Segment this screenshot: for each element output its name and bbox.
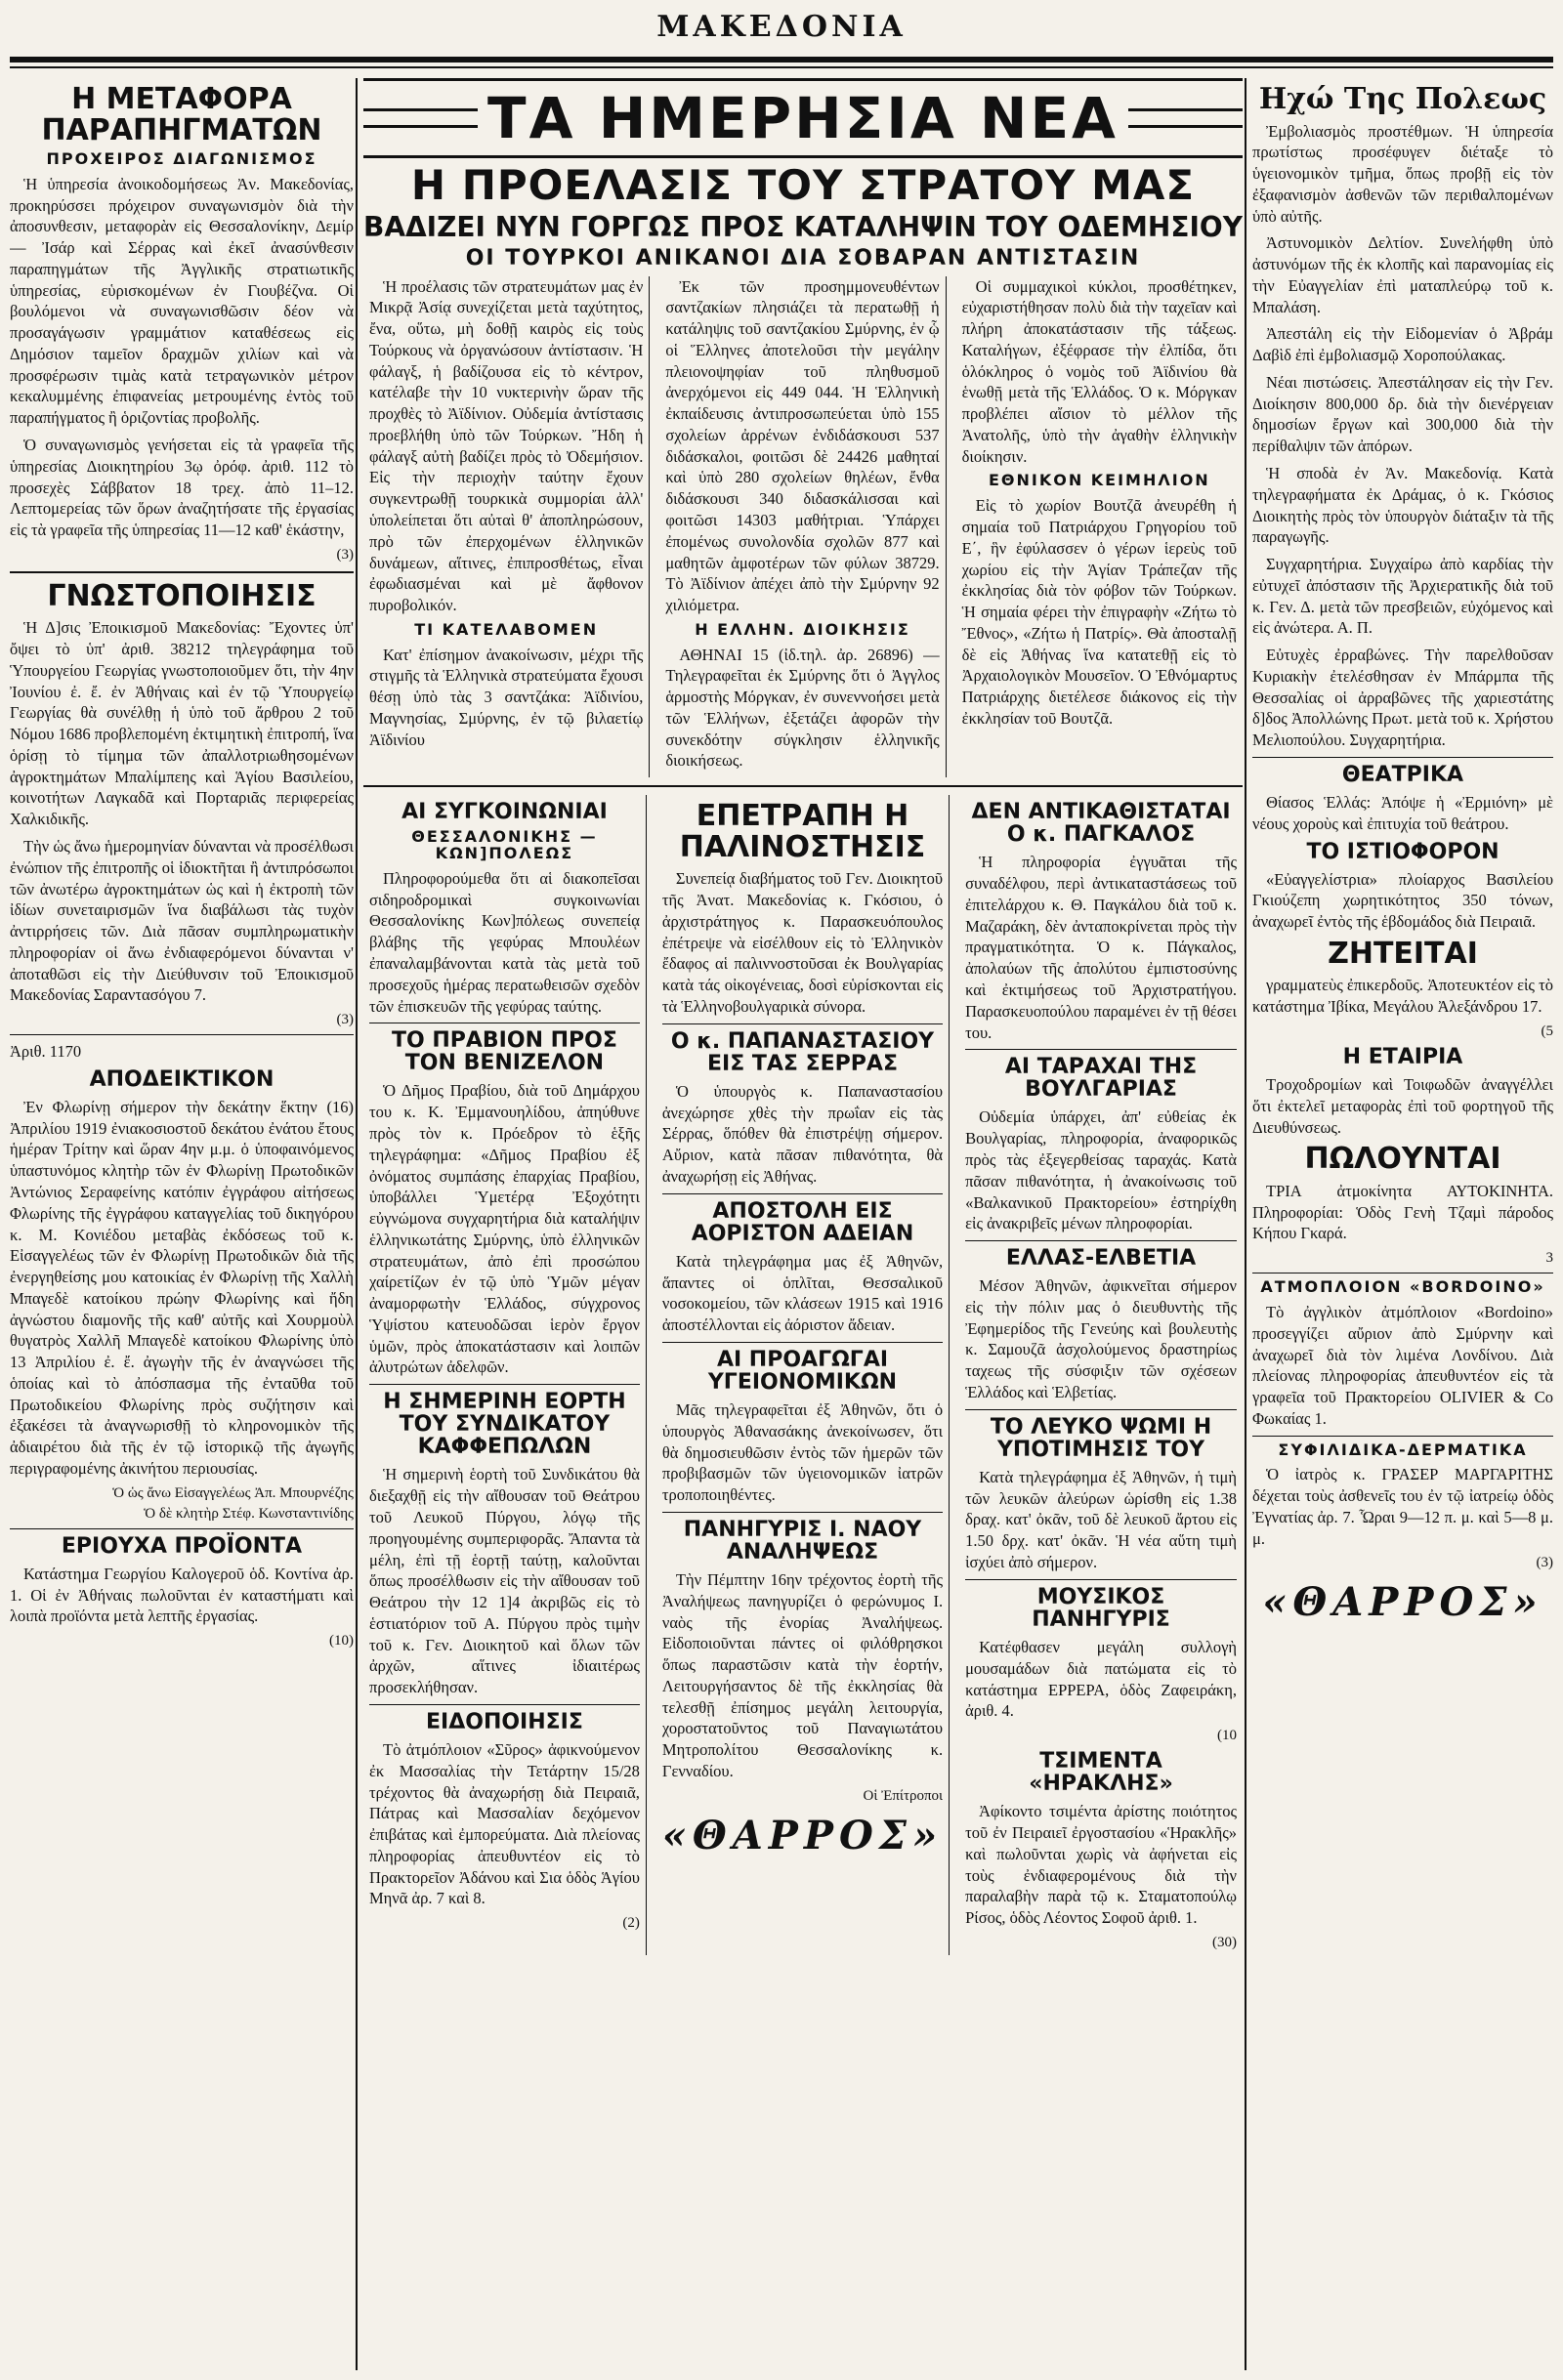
- news-column-3: [959, 795, 1243, 1955]
- article-headline: ΤΟ ΙΣΤΙΟΦΟΡΟΝ: [1306, 839, 1500, 864]
- section-divider: [369, 1704, 640, 1705]
- article-body: Μᾶς τηλεγραφεῖται ἐξ Ἀθηνῶν, ὅτι ὁ ὑπουργὸς Ἀθανασάκης ἀνεκοίνωσεν, ὅτι θὰ δημοσιευθῶσιν ἐντὸς τῶν ἡμερῶν τῶν προβιβασμῶν τῶν ὑγειονομικῶν ἰατρῶν τροποποιηθέντες.: [661, 1400, 944, 1505]
- article-signature: 3: [1545, 1250, 1553, 1267]
- article-signature: (3): [1536, 1555, 1553, 1571]
- article-signature: (2): [622, 1915, 640, 1932]
- article-body: Ὁ ἰατρὸς κ. ΓΡΑΣΕΡ ΜΑΡΓΑΡΙΤΗΣ δέχεται τοὺς ἀσθενεῖς του ἐν τῷ ἰατρείῳ ὁδὸς Ἐγνατίας ἀρ. 7. Ὧραι 9—12 π. μ. καὶ 5—8 μ. μ.: [1252, 1465, 1553, 1548]
- article-body: Κατέφθασεν μεγάλη συλλογὴ μουσαμάδων διὰ πατώματα εἰς τὸ κατάστημα ΕΡΡΕΡΑ, ὁδὸς Ζαφειράκη, ἀριθ. 4.: [965, 1637, 1237, 1721]
- article-body: Ἡ πληροφορία ἐγγυᾶται τῆς συναδέλφου, περὶ ἀντικαταστάσεως τοῦ ἐπιτελάρχου κ. Θ. Παγκάλου διὰ τοῦ κ. Μαζαράκη, δὲν ἀνταποκρίνεται πρὸς τὴν πραγματικότητα. Ὁ κ. Πάγκαλος, ἀπολαύων τῆς ἀπολύτου ἐμπιστοσύνης καὶ ἐκτιμήσεως τοῦ Ἀρχιστρατήγου. Παρασκευοπούλου παραμένει ἐν τῇ θέσει του.: [965, 853, 1237, 1042]
- section-divider: [10, 571, 354, 573]
- article-body: Κατὰ τηλεγράφημα ἐξ Ἀθηνῶν, ἡ τιμὴ τῶν λευκῶν ἀλεύρων ὡρίσθη εἰς 1.38 δραχ. κατ' ὀκᾶν, τοῦ δὲ λευκοῦ ἄρτου εἰς 1.50 δρχ. κατ' ὀκᾶν. Ἡ νέα αὕτη τιμὴ ἰσχύει ἀπὸ σήμερον.: [965, 1467, 1237, 1572]
- article-body: γραμματεὺς ἐπικερδοῦς. Ἀποτευκτέον εἰς τὸ κατάστημα Ἰβίκα, Μεγάλου Ἀλεξάνδρου 17.: [1252, 976, 1553, 1017]
- article-signature: (5: [1541, 1023, 1553, 1039]
- article-headline: Η ΜΕΤΑΦΟΡΑ ΠΑΡΑΠΗΓΜΑΤΩΝ: [41, 82, 322, 147]
- article-signature: (10: [1217, 1728, 1237, 1744]
- section-divider: [662, 1193, 943, 1194]
- section-divider: [10, 1034, 354, 1035]
- banner-rule: [363, 108, 478, 128]
- section-divider: [662, 1023, 943, 1024]
- article-body: ΑΘΗΝΑΙ 15 (ἰδ.τηλ. ἀρ. 26896) — Τηλεγραφεῖται ἐκ Σμύρνης ὅτι ὁ Ἀγγλος ἁρμοστὴς Μόργκαν, ἐν συνεννοήσει μετὰ τῶν Ἑλλήνων, ἐξετάζει ἀφορῶν τὴν συνεκδότην σύγκλησιν ἑλληνικῆς διοικήσεως.: [665, 645, 940, 771]
- article-body: Ἐν Φλωρίνῃ σήμερον τὴν δεκάτην ἕκτην (16) Ἀπριλίου 1919 ἐνιακοσιοστοῦ δεκάτου ἐνάτου ἔτους ἡμέραν Τρίτην καὶ ὥραν 4ην μ.μ. ὁ ὑποφαινόμενος ὑπαστυνόμος κλητὴρ τῶν ἐν Φλωρίνῃ Πρωτοδικῶν Ἀντώνιος Σεραφείνης κατόπιν ἐγγράφου αἰτήσεως Φλωρίνης τῆς ἐγγράφου καταγγελίας τοῦ δικηγόρου κ. Μ. Κονιέδου μεταβὰς ἐκδόσεως τοῦ κ. Εἰσαγγελέως τῶν ἐν Φλωρίνῃ Πρωτοδικῶν διὰ τῆς ἐνεργηθείσης μου κατοικίας ἐν Φλωρίνῃ τῆς Χαλλὴ Μπαγεδὲ κατοίκου πρώην Φλωρίνης καὶ ἤδη ἀγνώστου διαμονῆς τῆς καθ' αὐτῆς καὶ Χουρμοὺλ θυγατρὸς Χαλλῆ Μπαγεδὲ κατοίκου Φλωρίνης ὑπὸ 13 Ἀπριλίου ἐ. ἔ. ἀγωγὴν τῆς ἐν ἀναγνώσει τῆς ὁποίας καὶ τὸ ἀπόσπασμα τῆς ἐνταῦθα τοῦ Πρωτοδικείου Φλωρίνης πρὸς συζήτησιν καὶ ἐξακέσει τὰ ἀναγνωρισθῇ τὸ κληρονομικὸν τῆς ἀδιαιρέτου διὰ τῆς ἐν τῷ ἱστορικῷ τῆς ἀγωγῆς περιγραφομένης ἀκινήτου περιουσίας.: [10, 1097, 354, 1478]
- banner-title: ΤΑ ΗΜΕΡΗΣΙΑ ΝΕΑ: [487, 85, 1119, 151]
- article-body: Εὐτυχὲς ἐρραβώνες. Τὴν παρελθοῦσαν Κυριακὴν ἐτελέσθησαν ἐν Μπάρμπα τῆς Θεσσαλίας οἱ ἀρραβῶνες τῆς χαριεστάτης δ]δος Ἀπολλώνης Πρωτ. μετὰ τοῦ κ. Χρήστου Μελιοπούλου. Συγχαρητήρια.: [1252, 646, 1553, 750]
- article-headline: ΕΠΕΤΡΑΠΗ Η ΠΑΛΙΝΟΣΤΗΣΙΣ: [679, 799, 926, 864]
- article-body: Ἡ προέλασις τῶν στρατευμάτων μας ἐν Μικρᾷ Ἀσίᾳ συνεχίζεται μετὰ ταχύτητος, ἔνα, οὕτω, μὴ δοθῇ καιρὸς εἰς τοὺς Τούρκους νὰ ὀργανώσουν ἀντίστασιν. Ἡ φάλαγξ, ἡ βαδίζουσα εἰς τὸ κέντρον, κατέλαβε τὴν 10 νυκτερινὴν ὥραν τῆς προχθὲς τὸ Ἀϊδίνιον. Οὐδεμία ἀντίστασις προεβλήθη ὑπὸ τῶν Τούρκων. Ἤδη ἡ φάλαγξ αὐτὴ βαδίζει πρὸς τὸ Ὀδεμήσιον. Εἰς τὴν περιοχὴν ταύτην ἔχουν συγκεντρωθῇ τουρκικὰ συμμορίαι ἀλλ' ὑπολείπεται ὅτι αὐταὶ θ' ἀποπληρώσουν, πρὸ τῶν ἐπερχομένων ἑλληνικῶν δυνάμεων, αἵτινες, ἐπιπροσθέτως, εἶναι ἐφωδιασμέναι καὶ μὲ ἄφθονον πυροβολικόν.: [369, 276, 644, 615]
- section-divider: [1252, 1436, 1553, 1437]
- article-body: Ἀφίκοντο τσιμέντα ἀρίστης ποιότητος τοῦ ἐν Πειραιεῖ ἐργοστασίου «Ἡρακλῆς» καὶ πωλοῦνται χωρὶς νὰ ἀφήνεται εἰς τοὺς ἐνδιαφερομένους διὰ τὴν παραλαβὴν παρὰ τῷ κ. Σταματοπούλῳ Ρίσος, ὁδὸς Λέοντος Σοφοῦ ἀριθ. 1.: [965, 1802, 1237, 1928]
- article-signature: (10): [329, 1633, 354, 1649]
- article-body: Θίασος Ἑλλάς: Ἀπόψε ἡ «Ἐρμιόνη» μὲ νέους χοροὺς καὶ ἐπιτυχία τοῦ θεάτρου.: [1252, 793, 1553, 833]
- article-headline: ΤΟ ΛΕΥΚΟ ΨΩΜΙ Η ΥΠΟΤΙΜΗΣΙΣ ΤΟΥ: [990, 1414, 1212, 1462]
- lead-headline: Η ΠΡΟΕΛΑΣΙΣ ΤΟΥ ΣΤΡΑΤΟΥ ΜΑΣ: [410, 161, 1196, 209]
- article-body: Ἡ Δ]σις Ἐποικισμοῦ Μακεδονίας: Ἔχοντες ὑπ' ὄψει τὸ ὑπ' ἀριθ. 38212 τηλεγράφημα τοῦ Ὑπουργείου Γεωργίας γνωστοποιοῦμεν ὅτι, τὴν 4ην Ἰουνίου ἐ. ἔ. ἐν Ἀθήναις καὶ ἐν τῷ Ὑπουργείῳ Γεωργίας θὰ συνέλθῃ ἡ ὑπὸ τοῦ ἄρθρου 2 τοῦ Νόμου 1686 προβλεπομένη ἐκτιμητικὴ ἐπιτροπή, ἵνα ὁρίσῃ τὸ τίμημα τῶν ἀπαλλοτριωθησομένων ἀγροκτημάτων Μπαλίμπεης καὶ Ἁγίου Βασιλείου, κοινοτήτων Λαγκαδᾶ καὶ Πορταριᾶς περιφερείας Χαλκιδικῆς.: [10, 618, 354, 829]
- article-headline: Ο κ. ΠΑΠΑΝΑΣΤΑΣΙΟΥ ΕΙΣ ΤΑΣ ΣΕΡΡΑΣ: [670, 1028, 935, 1076]
- article-headline: ΓΝΩΣΤΟΠΟΙΗΣΙΣ: [47, 578, 317, 613]
- article-signature: Οἱ Ἐπίτροποι: [863, 1787, 944, 1804]
- section-divider: [1252, 757, 1553, 758]
- lead-subhead-2: ΟΙ ΤΟΥΡΚΟΙ ΑΝΙΚΑΝΟΙ ΔΙΑ ΣΟΒΑΡΑΝ ΑΝΤΙΣΤΑΣΙΝ: [465, 246, 1141, 271]
- article-headline: ΕΡΙΟΥΧΑ ΠΡΟΪΟΝΤΑ: [61, 1533, 303, 1559]
- news-columns: [363, 795, 1243, 1955]
- article-signature: Ὁ ὡς ἄνω Εἰσαγγελέως Ἀπ. Μπουρνέζης: [112, 1484, 354, 1501]
- article-body: Ἐκ τῶν προσημμονευθέντων σαντζακίων πλησιάζει τὰ περατωθῇ ἡ κατάληψις τοῦ σαντζακίου Σμύρνης, ἐν ᾧ οἱ Ἕλληνες ἀποτελοῦσι τὴν μεγάλην πλειονοψηφίαν τοῦ πληθυσμοῦ ἀνερχόμενοι εἰς 449 044. Ἡ Ἑλληνικὴ ἐκπαίδευσις ἀντιπροσωπεύεται ὑπὸ 155 σχολείων ἀρρένων ἐνδιδάσκουσι 537 διδάσκαλοι, φοιτῶσι δὲ 24426 μαθηταί καὶ ὑπὸ 280 σχολείων θηλέων, ἔνθα διδάσκουσι 340 διδασκάλισσαι καὶ φοιτῶσι 14303 μαθήτριαι. Ὑπάρχει ἐπομένως συνολονδία σχολῶν 877 καὶ μαθητῶν ἀμφοτέρων τῶν φύλων 38729. Τὸ Ἀϊδίνιον ἀπέχει ἀπὸ τὴν Σμύρνην 92 χιλιόμετρα.: [665, 276, 940, 615]
- masthead-title: ΜΑΚΕΔΟΝΙΑ: [656, 10, 907, 44]
- article-body: Ὁ Δῆμος Πραβίου, διὰ τοῦ Δημάρχου του κ. Κ. Ἐμμανουηλίδου, ἀπηύθυνε πρὸς τὸν κ. Πρόεδρον τὸ ἑξῆς τηλεγράφημα: «Δῆμος Πραβίου ἐξ ὀνόματος συμπάσης ἐπαρχίας Πραβίου, ὑποβάλλει Ὑμετέρᾳ Ἐξοχότητι εὐγνώμονα συγχαρητήρια διὰ καταλήψιν ἑλληνικωτάτης Σμύρνης, ὑπὸ ἐλληνικῶν στρατευμάτων, ἀπὸ ἐπὶ προσώπου χαίρετίζων ἐν τῷ ὑπὸ Ὑμῶν μέγαν ἀναμορφωτὴν Ἑλλάδος, σύγχρονος Ὑψίστου κατευοδῶσαι ἱερὸν ἔργον ὑμῶν, πρὸς ἀποκατάστασιν καὶ λοιπῶν ἀλυτρώτων ἀδελφῶν.: [369, 1081, 640, 1377]
- news-column-2: [656, 795, 950, 1955]
- article-headline: ΑΤΜΟΠΛΟΙΟΝ «BORDOINO»: [1260, 1277, 1545, 1297]
- section-divider: [662, 1342, 943, 1343]
- article-body: Συνεπείᾳ διαβήματος τοῦ Γεν. Διοικητοῦ τῆς Ἀνατ. Μακεδονίας κ. Γκόσιου, ὁ ἀρχιστράτηγος κ. Παρασκευόπουλος ἐπέτρεψε νὰ εἰσέλθουν εἰς τὸ Ἑλληνικὸν ἔδαφος αἱ παλιννοστοῦσαι ἐκ Βουλγαρίας κατὰ τάς οἰκογένειας, δοσὶ εὑρίσκονται εἰς τὰ Ἑλληνοβουλγαρικὰ σύνορα.: [661, 869, 944, 1016]
- article-headline: ΑΙ ΤΑΡΑΧΑΙ ΤΗΣ ΒΟΥΛΓΑΡΙΑΣ: [1004, 1055, 1198, 1103]
- article-headline: ΔΕΝ ΑΝΤΙΚΑΘΙΣΤΑΤΑΙ Ο κ. ΠΑΓΚΑΛΟΣ: [971, 800, 1231, 848]
- section-divider: [965, 1579, 1237, 1580]
- article-body: Κατὰ τηλεγράφημα μας ἐξ Ἀθηνῶν, ἅπαντες οἱ ὁπλῖται, Θεσσαλικοῦ νοσοκομείου, τῶν κλάσεων 1915 καὶ 1916 ἀποστέλλονται εἰς ἀόριστον ἄδειαν.: [661, 1251, 944, 1335]
- column-divider: [1245, 78, 1246, 2370]
- section-divider: [965, 1240, 1237, 1241]
- masthead: [0, 0, 1563, 88]
- article-body: Συγχαρητήρια. Συγχαίρω ἀπὸ καρδίας τὴν εὐτυχεῖ ἀπόστασιν τῆς Ἀρχιερατικῆς διὰ τοῦ κ. Γεν. Δ. μετὰ τῶν πρεσβειῶν, εὐχόμενος καὶ εἰς ἀνώτερα. Α. Π.: [1252, 555, 1553, 638]
- article-headline: ΕΙΔΟΠΟΙΗΣΙΣ: [426, 1709, 583, 1734]
- article-subhead: ΘΕΣΣΑΛΟΝΙΚΗΣ — ΚΩΝ]ΠΟΛΕΩΣ: [411, 827, 598, 863]
- article-headline: Η ΣΗΜΕΡΙΝΗ ΕΟΡΤΗ ΤΟΥ ΣΥΝΔΙΚΑΤΟΥ ΚΑΦΦΕΠΩΛΩΝ: [383, 1390, 626, 1460]
- section-divider: [662, 1512, 943, 1513]
- article-body: Ἀστυνομικὸν Δελτίον. Συνελήφθη ὑπὸ ἀστυνόμων τῆς ἐκ κλοπῆς καὶ παρανομίας εἰς τὴν Εὐαγγελίαν ἐπὶ ματαπλεύρῳ τοῦ κ. Μπαλάση.: [1252, 233, 1553, 316]
- section-divider: [10, 1528, 354, 1529]
- section-divider: [965, 1049, 1237, 1050]
- article-body: Ἡ σποδὰ ἐν Ἀν. Μακεδονίᾳ. Κατὰ τηλεγραφήματα ἐκ Δράμας, ὁ κ. Γκόσιος Διοικητὴς πρὸς τὸν ὑπουργὸν διάταξιν τὰ τῆς παραγωγῆς.: [1252, 463, 1553, 547]
- footer-quote: «ΘΑΡΡΟΣ»: [1262, 1579, 1543, 1626]
- masthead-rule-thin: [10, 66, 1553, 68]
- lead-article-columns: [363, 276, 1243, 778]
- article-headline: ΤΟ ΠΡΑΒΙΟΝ ΠΡΟΣ ΤΟΝ ΒΕΝΙΖΕΛΟΝ: [391, 1028, 617, 1076]
- left-column: [10, 78, 354, 2370]
- article-signature: (3): [336, 1012, 354, 1028]
- right-column: [1252, 78, 1553, 2370]
- article-subhead: ΠΡΟΧΕΙΡΟΣ ΔΙΑΓΩΝΙΣΜΟΣ: [46, 149, 317, 168]
- notice-number: Ἀριθ. 1170: [10, 1042, 82, 1062]
- banner-rule: [1128, 108, 1243, 128]
- article-body: «Εὐαγγελίστρια» πλοίαρχος Βασιλείου Γκιούζεπη χωρητικότητος 350 τόνων, ἀναχωρεῖ ἐντὸς τῆς ἑβδομάδος διὰ Πειραιᾶ.: [1252, 869, 1553, 932]
- lead-subhead: ΒΑΔΙΖΕΙ ΝΥΝ ΓΟΡΓΩΣ ΠΡΟΣ ΚΑΤΑΛΗΨΙΝ ΤΟΥ ΟΔΕΜΗΣΙΟΥ: [363, 211, 1243, 244]
- lead-column-2: [659, 276, 946, 778]
- article-body: Τὸ ἀγγλικὸν ἀτμόπλοιον «Bordoino» προσεγγίζει αὔριον ἀπὸ Σμύρνην καὶ ἀναχωρεῖ διὰ τὸν λιμένα Λονδίνου. Διὰ πλείονας πληροφορίας ἀπευθυντέον εἰς τὰ γραφεῖα τοῦ Πρακτορείου OLIVIER & Co Φωκαίας 1.: [1252, 1302, 1553, 1428]
- article-subhead: Η ΕΛΛΗΝ. ΔΙΟΙΚΗΣΙΣ: [695, 619, 910, 639]
- article-body: Ἐμβολιασμὸς προστέθμων. Ἡ ὑπηρεσία πρωτίστως προσέφυγεν διέταξε τὸ ὑγειονομικὸν τμῆμα, ὅπως προβῇ εἰς τὸν ἐξαφανισμὸν ἀσθενῶν τῶν περιθαλπομένων ὑπὸ αὐτῆς.: [1252, 121, 1553, 226]
- footer-quote: «ΘΑΡΡΟΣ»: [661, 1812, 944, 1858]
- article-body: Ὁ ὑπουργὸς κ. Παπαναστασίου ἀνεχώρησε χθὲς τὴν πρωΐαν εἰς τὰς Σέρρας, ὅπόθεν θὰ ἐπιστρέψῃ σήμερον. Αὔριον, κατὰ πᾶσαν πιθανότητα, θὰ ἀναχωρήσῃ εἰς Ἀθήνας.: [661, 1081, 944, 1186]
- article-signature: (30): [1212, 1934, 1237, 1950]
- article-body: Μέσον Ἀθηνῶν, ἀφικνεῖται σήμερον εἰς τὴν πόλιν μας ὁ διευθυντὴς τῆς Ἐφημερίδος τῆς Γενεύης καὶ βουλευτὴς κ. Σαμουζᾶ ἀσχολούμενος δραστηρίως ταχεως τῆς σύσφιξιν τῶν σχέσεων Ἑλλάδος καὶ Ἑλβετίας.: [965, 1276, 1237, 1401]
- article-body: Πληροφορούμεθα ὅτι αἱ διακοπεῖσαι σιδηροδρομικαὶ συγκοινωνίαι Θεσσαλονίκης Κων]πόλεως συνεπείᾳ βλάβης τῆς γεφύρας Μπουλέων ἐπαναλαμβάνονται κατὰ τὰς μετὰ τοῦ προσεχοῦς ἡμέρας περατωθεισῶν σχεδὸν τῶν ἐπισκευῶν τῆς γεφύρας ταύτης.: [369, 868, 640, 1016]
- article-body: Τὴν Πέμπτην 16ην τρέχοντος ἑορτὴ τῆς Ἀναλήψεως πανηγυρίζει ὁ φερώνυμος Ι. ναὸς τῆς ἐνορίας Ἀναλήψεως. Εἰδοποιοῦνται πάντες οἱ φιλόθρησκοι ὅπως παραστῶσιν κατὰ τὴν ἑορτήν, Λειτουργήσαντος δὲ τῆς ἐκκλησίας θὰ τελεσθῇ ἐπίσημος μεγάλη λειτουργία, χοροστατοῦντος τοῦ Παναγιωτάτου Μητροπολίτου Θεσσαλονίκης κ. Γενναδίου.: [661, 1570, 944, 1780]
- masthead-rule: [10, 57, 1553, 63]
- article-body: Ἡ ὑπηρεσία ἀνοικοδομήσεως Ἀν. Μακεδονίας, προκηρύσσει πρόχειρον συναγωνισμὸν διὰ τὴν ἀποσυνθεσιν, μεταφορὰν εἰς Θεσσαλονίκην, Δεμίρ — Ἰσάρ καὶ Σέρρας καὶ ἐκεῖ ἀνασύνθεσιν παραπηγμάτων τῆς Ἀγγλικῆς στρατιωτικῆς ὑπηρεσίας, εὑρισκομένων ἐν Γιουβέζνα. Οἱ βουλόμενοι νὰ συναγωνισθῶσιν δέον νὰ προσαγάγωσιν γραμμάτιον καταθέσεως εἰς Δημόσιον ταμεῖον δραχμῶν χιλίων καὶ νὰ προσφέρωσιν τιμὰς κατὰ τετραγωνικὸν μέτρον κεκαλυμμένης ἐπιφανείας μετρουμένης ἐντὸς τοῦ παραπήγματος ἢ ὁριζοντίας προβολῆς.: [10, 174, 354, 428]
- section-divider: [369, 1384, 640, 1385]
- article-body: Τὸ ἀτμόπλοιον «Σῦρος» ἀφικνούμενον ἐκ Μασσαλίας τὴν Τετάρτην 15/28 τρέχοντος θὰ ἀναχωρήσῃ διὰ Πειραιᾶ, Πάτρας καὶ Μασσαλίαν δεχόμενον ἐπιβάτας καὶ ἐμπορεύματα. Διὰ πλείονας πληροφορίας ἀπευθυντέον εἰς τὸ Πρακτορεῖον Ἀδάνου καὶ Σια ὁδὸς Ἁγίου Μηνᾶ ἀρ. 7 καὶ 8.: [369, 1739, 640, 1908]
- article-body: Ἡ σημερινὴ ἑορτὴ τοῦ Συνδικάτου θὰ διεξαχθῇ εἰς τὴν αἴθουσαν τοῦ Θεάτρου τοῦ Λευκοῦ Πύργου, λόγῳ τῆς προηγουμένης συμπεριφορᾶς. Ἄπαντα τὰ μέλη, ἐπὶ τῇ ἑορτῇ ταύτῃ, καλοῦνται ὅπως προσέλθωσιν εἰς τὴν αἴθουσαν τοῦ Θεάτρου τὴν 12 1]4 ἀκριβῶς εἰς τὸ ἑστιατόριον τοῦ Α. Πύργου πρὸς τιμὴν τοῦ κ. Γεν. Διοικητοῦ καὶ ὅλων τῶν ἀρχῶν, αἵτινες ἰδιαιτέρως προσεκλήθησαν.: [369, 1465, 640, 1697]
- lead-column-1: [363, 276, 650, 778]
- section-divider: [1252, 1273, 1553, 1274]
- article-headline: ΠΩΛΟΥΝΤΑΙ: [1304, 1142, 1501, 1177]
- article-headline: ΑΠΟΣΤΟΛΗ ΕΙΣ ΑΟΡΙΣΤΟΝ ΑΔΕΙΑΝ: [691, 1198, 914, 1246]
- column-title: Ηχώ Της Πολεως: [1258, 82, 1547, 116]
- article-body: Κατάστημα Γεωργίου Καλογεροῦ ὁδ. Κοντίνα ἀρ. 1. Οἱ ἐν Ἀθήναις πωλοῦνται ἐν καταστήματι καὶ λοιπὰ προϊόντα μετὰ λεπτῆς ἐργασίας.: [10, 1564, 354, 1626]
- section-banner: [363, 78, 1243, 158]
- article-body: Οὐδεμία ὑπάρχει, ἀπ' εὐθείας ἐκ Βουλγαρίας, πληροφορία, ἀναφορικῶς πρὸς τὰς ἐξεγερθείσας ταραχάς. Κατὰ πᾶσαν πιθανότητα, ἡ ἀνακοίνωσις τοῦ «Βαλκανικοῦ Πρακτορείου» ἐστηρίχθη εἰς ἀνακριβεῖς μένων πληροφορίαι.: [965, 1107, 1237, 1233]
- article-headline: ΜΟΥΣΙΚΟΣ ΠΑΝΗΓΥΡΙΣ: [1032, 1584, 1170, 1632]
- article-headline: ΘΕΑΤΡΙΚΑ: [1341, 762, 1464, 787]
- article-signature: Ὁ δὲ κλητὴρ Στέφ. Κωνσταντινίδης: [144, 1505, 354, 1522]
- article-body: Εἰς τὸ χωρίον Βουτζᾶ ἀνευρέθη ἡ σημαία τοῦ Πατριάρχου Γρηγορίου τοῦ Ε΄, ἣν ἐφύλασσεν ὁ γέρων ἱερεὺς τοῦ χωρίου εἰς τὴν Ἁγίαν Τράπεζαν τῆς ἐκκλησίας διὰ τὸν φόβον τῶν Τούρκων. Ἡ σημαία φέρει τὴν ἐπιγραφὴν «Ζήτω τὸ Ἔθνος», «Ζήτω ἡ Πατρίς». Θὰ ἀποσταλῇ δὲ εἰς Ἀθήνας ἵνα κατατεθῇ εἰς τὸ Ἀρχαιολογικὸν Μουσεῖον. Ὁ Ἐθνόμαρτυς Πατριάρχης διετέλεσε διάκονος εἰς τὴν ἐκκλησίαν τοῦ Βουτζᾶ.: [961, 496, 1237, 728]
- article-headline: ΕΛΛΑΣ-ΕΛΒΕΤΙΑ: [1005, 1246, 1197, 1272]
- article-body: Νέαι πιστώσεις. Ἀπεστάλησαν εἰς τὴν Γεν. Διοίκησιν 800,000 δρ. διὰ τὴν διενέργειαν δημοσίων ἔργων καὶ 300,000 διὰ τὴν περίθαλψιν τῶν ἀπόρων.: [1252, 372, 1553, 456]
- center-column: [363, 78, 1243, 2370]
- article-headline: ΑΙ ΣΥΓΚΟΙΝΩΝΙΑΙ: [401, 800, 608, 825]
- article-body: Ἀπεστάλη εἰς τὴν Εἰδομενίαν ὁ Ἀβράμ Δαβὶδ ἐπὶ ἐμβολιασμῷ Χοροπούλακας.: [1252, 324, 1553, 365]
- article-headline: Η ΕΤΑΙΡΙΑ: [1342, 1044, 1463, 1069]
- article-body: Ὁ συναγωνισμὸς γενήσεται εἰς τὰ γραφεῖα τῆς ὑπηρεσίας Διοικητηρίου 3ῳ ὀρόφ. ἀριθ. 112 τὸ προσεχὲς Σάββατον 18 τρεχ. ἀπὸ 11–12. Λεπτομερείας τῶν ὅρων ἀναζητήσατε τῆς ἐργασίας εἰς τὰ γραφεῖα τῆς ὑπηρεσίας 11—12 καθ' ἑκάστην,: [10, 435, 354, 540]
- article-headline: ΑΙ ΠΡΟΑΓΩΓΑΙ ΥΓΕΙΟΝΟΜΙΚΩΝ: [707, 1347, 898, 1395]
- article-subhead: ΤΙ ΚΑΤΕΛΑΒΟΜΕΝ: [414, 619, 599, 639]
- section-divider: [363, 785, 1243, 787]
- article-body: Οἱ συμμαχικοὶ κύκλοι, προσθέτηκεν, εὐχαριστήθησαν πολὺ διὰ τὴν ταχεῖαν καὶ πλήρη ἀποκατάστασιν τῆς τάξεως. Καταλήγων, ἐξέφρασε τὴν ἐλπίδα, ὅτι ὁλόκληρος ὁ νομὸς τοῦ Ἀϊδινίου θὰ ἑνωθῇ μετὰ τῆς Ἑλλάδος. Ὁ κ. Μόργκαν προβλέπει αἴσιον τὸ μέλλον τῆς Ἀνατολῆς, ὑπὸ τὴν ἀγαθὴν ἑλληνικὴν διοίκησιν.: [961, 276, 1237, 466]
- article-body: ΤΡΙΑ ἀτμοκίνητα ΑΥΤΟΚΙΝΗΤΑ. Πληροφορίαι: Ὁδὸς Γενὴ Τζαμὶ πάροδος Κήπου Γκαρά.: [1252, 1181, 1553, 1243]
- article-body: Κατ' ἐπίσημον ἀνακοίνωσιν, μέχρι τῆς στιγμῆς τὰ Ἑλληνικὰ στρατεύματα ἔχουσι θέσῃ ὑπὸ τὰς 3 σαντζάκα: Ἀϊδινίου, Μαγνησίας, Σμύρνης, ἐν τῷ βιλαετίῳ Ἀϊδινίου: [369, 645, 644, 749]
- news-column-1: [363, 795, 647, 1955]
- article-headline: ΣΥΦΙΛΙΔΙΚΑ-ΔΕΡΜΑΤΙΚΑ: [1278, 1440, 1528, 1459]
- article-headline: ΠΑΝΗΓΥΡΙΣ Ι. ΝΑΟΥ ΑΝΑΛΗΨΕΩΣ: [683, 1517, 922, 1565]
- article-body: Τροχοδρομίων καὶ Τοιφωδῶν ἀναγγέλλει ὅτι ἐκτελεῖ μεταφορὰς ἐπὶ τοῦ φορτηγοῦ τῆς Διευθύνσεως.: [1252, 1075, 1553, 1137]
- article-body: Τὴν ὡς ἄνω ἡμερομηνίαν δύνανται νὰ προσέλθωσι ἐνώπιον τῆς ἐπιτροπῆς οἱ ἰδιοκτῆται ἢ ἀντιπρόσωποι τῶν ἀνωτέρω ἀγροκτημάτων ὡς καὶ ἡ ἐκτροπὴ τῶν ἰδίων συνεταιρισμῶν ἵνα διαβάλωσι τὰς τυχὸν ἀντιρρήσεις τῶν. Διὰ πᾶσαν συμπληρωματικὴν πληροφορίαν οἱ ἄνω ἐνδιαφερόμενοι δύνανται ν' ἀποταθῶσι εἰς τὴν Διεύθυνσιν τοῦ Ἐποικισμοῦ Μακεδονίας Σαραντασόγου 7.: [10, 836, 354, 1005]
- article-signature: (3): [336, 546, 354, 563]
- lead-column-3: [956, 276, 1243, 778]
- article-subhead: ΕΘΝΙΚΟΝ ΚΕΙΜΗΛΙΟΝ: [988, 471, 1210, 490]
- section-divider: [965, 1409, 1237, 1410]
- article-headline: ΑΠΟΔΕΙΚΤΙΚΟΝ: [89, 1066, 275, 1092]
- article-headline: ΤΣΙΜΕΝΤΑ «ΗΡΑΚΛΗΣ»: [1029, 1749, 1173, 1797]
- article-headline: ΖΗΤΕΙΤΑΙ: [1328, 936, 1478, 971]
- column-divider: [356, 78, 358, 2370]
